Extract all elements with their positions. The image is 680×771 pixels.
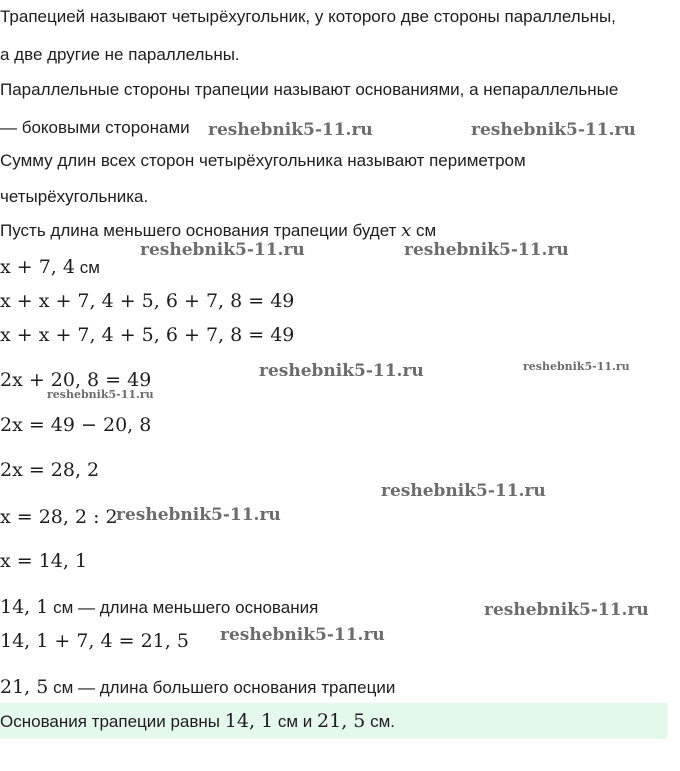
watermark: reshebnik5-11.ru	[259, 361, 424, 381]
definition-line-5: Сумму длин всех сторон четырёхугольника называют периметром	[0, 151, 526, 170]
smaller-base-text: см — длина меньшего основания	[53, 598, 319, 617]
larger-base-unit: см	[79, 258, 100, 277]
equation-1: x + x + 7, 4 + 5, 6 + 7, 8 = 49	[0, 290, 295, 312]
larger-base-formula: x + 7, 4	[0, 256, 75, 278]
answer-prefix: Основания трапеции равны	[0, 712, 221, 731]
answer-unit-1: см и	[277, 712, 313, 731]
answer-value-2: 21, 5	[317, 710, 366, 732]
let-statement	[0, 220, 436, 242]
definition-line-6: четырёхугольника.	[0, 187, 149, 206]
definition-line-4: — боковыми сторонами	[0, 118, 190, 137]
equation-step-4: x = 28, 2 : 2	[0, 506, 118, 528]
let-text: Пусть длина меньшего основания трапеции будет	[0, 221, 397, 240]
watermark: reshebnik5-11.ru	[471, 120, 636, 140]
definition-line-1: Трапецией называют четырёхугольник, у которого две стороны параллельны,	[0, 7, 616, 26]
equation-step-1: 2x + 20, 8 = 49	[0, 369, 152, 391]
answer-unit-2: см.	[370, 712, 396, 731]
watermark: reshebnik5-11.ru	[140, 240, 305, 260]
watermark: reshebnik5-11.ru	[220, 625, 385, 645]
equation-step-2: 2x = 49 − 20, 8	[0, 414, 152, 436]
watermark: reshebnik5-11.ru	[484, 600, 649, 620]
larger-base-result	[0, 676, 395, 699]
definition-line-3: Параллельные стороны трапеции называют основаниями, а непараллельные	[0, 80, 619, 99]
answer-line	[0, 710, 395, 733]
watermark: reshebnik5-11.ru	[116, 505, 281, 525]
equation-step-3: 2x = 28, 2	[0, 459, 100, 481]
larger-base-value: 21, 5	[0, 676, 49, 698]
watermark-small: reshebnik5-11.ru	[47, 388, 154, 401]
sum-expression: 14, 1 + 7, 4 = 21, 5	[0, 630, 189, 652]
answer-value-1: 14, 1	[224, 710, 274, 732]
larger-base-text: см — длина большего основания трапеции	[53, 678, 396, 697]
watermark: reshebnik5-11.ru	[208, 120, 373, 140]
watermark-small: reshebnik5-11.ru	[523, 360, 630, 373]
watermark: reshebnik5-11.ru	[404, 240, 569, 260]
let-unit: см	[416, 221, 437, 240]
smaller-base-value: 14, 1	[0, 596, 49, 618]
equation-step-5: x = 14, 1	[0, 550, 88, 572]
larger-base-expression	[0, 256, 100, 279]
definition-line-2: а две другие не параллельны.	[0, 45, 240, 64]
smaller-base-result	[0, 596, 318, 619]
answer-box	[0, 703, 667, 739]
watermark: reshebnik5-11.ru	[381, 481, 546, 501]
let-variable: x	[401, 220, 412, 241]
equation-2: x + x + 7, 4 + 5, 6 + 7, 8 = 49	[0, 324, 295, 346]
